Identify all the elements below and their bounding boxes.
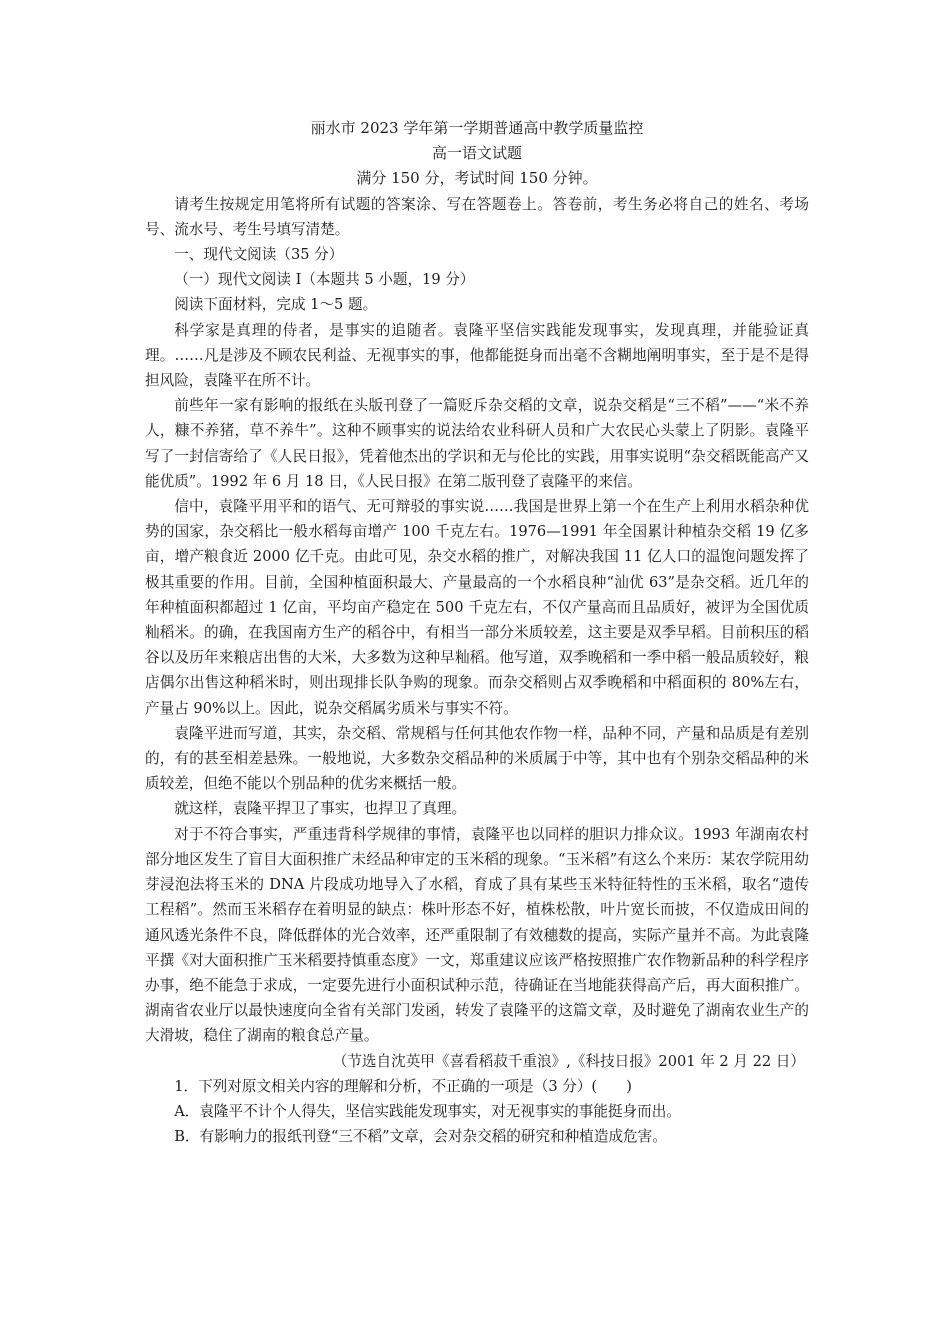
passage-paragraph: 信中，袁隆平用平和的语气、无可辩驳的事实说……我国是世界上第一个在生产上利用水稻杂种优势的国家，杂交稻比一般水稻每亩增产 100 千克左右。1976—1991 年全国累计种植杂交稻 19 亿多亩，增产粮食近 2000 亿千克。由此可见，杂交水稻的推广，对解决我国 11 亿人口的温饱问题发挥了极其重要的作用。目前，全国种植面积最大、产量最高的一个水稻良种“汕优 63”是杂交稻。近几年的年种植面积都超过 1 亿亩，平均亩产稳定在 500 千克左右，不仅产量高而且品质好，被评为全国优质籼稻米。的确，在我国南方生产的稻谷中，有相当一部分米质较差，这主要是双季早稻。目前积压的稻谷以及历年来粮店出售的大米，大多数为这种早籼稻。他写道，双季晚稻和一季中稻一般品质较好，粮店偶尔出售这种稻米时，则出现排长队争购的现象。而杂交稻则占双季晚稻和中稻面积的 80%左右，产量占 90%以上。因此，说杂交稻属劣质米与事实不符。 (145, 498, 809, 717)
section-subtitle: （一）现代文阅读 I（本题共 5 小题，19 分） (174, 271, 475, 289)
question-option-a: A．袁隆平不计个人得失，坚信实践能发现事实，对无视事实的事能挺身而出。 (174, 1102, 681, 1120)
instructions: 请考生按规定用笔将所有试题的答案涂、写在答题卷上。答卷前，考生务必将自己的姓名、考场号、流水号、考生号填写清楚。 (145, 195, 809, 238)
exam-title: 丽水市 2023 学年第一学期普通高中教学质量监控 (310, 119, 644, 137)
exam-subtitle: 高一语文试题 (431, 144, 522, 163)
exam-page (145, 116, 809, 1149)
section-title: 一、现代文阅读（35 分） (174, 246, 344, 264)
passage-paragraph: 就这样，袁隆平捍卫了事实，也捍卫了真理。 (174, 800, 467, 818)
question-option-b: B．有影响力的报纸刊登“三不稻”文章，会对杂交稻的研究和种植造成危害。 (174, 1128, 667, 1146)
passage-paragraph: 对于不符合事实，严重违背科学规律的事情，袁隆平也以同样的胆识力排众议。1993 年湖南农村部分地区发生了盲目大面积推广未经品种审定的玉米稻的现象。“玉米稻”有这么个来历：某农学院用幼芽浸泡法将玉米的 DNA 片段成功地导入了水稻，育成了具有某些玉米特征特性的玉米稻，取名“遗传工程稻”。然而玉米稻存在着明显的缺点：株叶形态不好，植株松散，叶片宽长而披，不仅造成田间的通风透光条件不良，降低群体的光合效率，还严重限制了有效穗数的提高，实际产量并不高。为此袁隆平撰《对大面积推广玉米稻要持慎重态度》一文，郑重建议应该严格按照推广农作物新品种的科学程序办事，绝不能急于求成，一定要先进行小面积试种示范，待确证在当地能获得高产后，再大面积推广。湖南省农业厅以最快速度向全省有关部门发函，转发了袁隆平的这篇文章，及时避免了湖南农业生产的大滑坡，稳住了湖南的粮食总产量。 (145, 825, 809, 1045)
passage-paragraph: 前些年一家有影响的报纸在头版刊登了一篇贬斥杂交稻的文章，说杂交稻是“三不稻”——“米不养人，糠不养猪，草不养牛”。这种不顾事实的说法给农业科研人员和广大农民心头蒙上了阴影。袁隆平写了一封信寄给了《人民日报》，凭着他杰出的学识和无与伦比的实践，用事实说明“杂交稻既能高产又能优质”。1992 年 6 月 18 日，《人民日报》在第二版刊登了袁隆平的来信。 (145, 397, 809, 490)
question-stem: 1．下列对原文相关内容的理解和分析，不正确的一项是（3 分）( ) (174, 1077, 633, 1095)
section-directive: 阅读下面材料，完成 1～5 题。 (174, 296, 378, 314)
passage-source: （节选自沈英甲《喜看稻菽千重浪》,《科技日报》2001 年 2 月 22 日） (332, 1052, 805, 1070)
passage-paragraph: 袁隆平进而写道，其实，杂交稻、常规稻与任何其他农作物一样，品种不同，产量和品质是有差别的，有的甚至相差悬殊。一般地说，大多数杂交稻品种的米质属于中等，其中也有个别杂交稻品种的米质较差，但绝不能以个别品种的优劣来概括一般。 (145, 724, 809, 793)
passage-paragraph: 科学家是真理的侍者，是事实的追随者。袁隆平坚信实践能发现事实，发现真理，并能验证真理。……凡是涉及不顾农民利益、无视事实的事，他都能挺身而出毫不含糊地阐明事实，至于是不是得担风险，袁隆平在所不计。 (145, 321, 809, 390)
exam-info: 满分 150 分，考试时间 150 分钟。 (356, 169, 598, 188)
